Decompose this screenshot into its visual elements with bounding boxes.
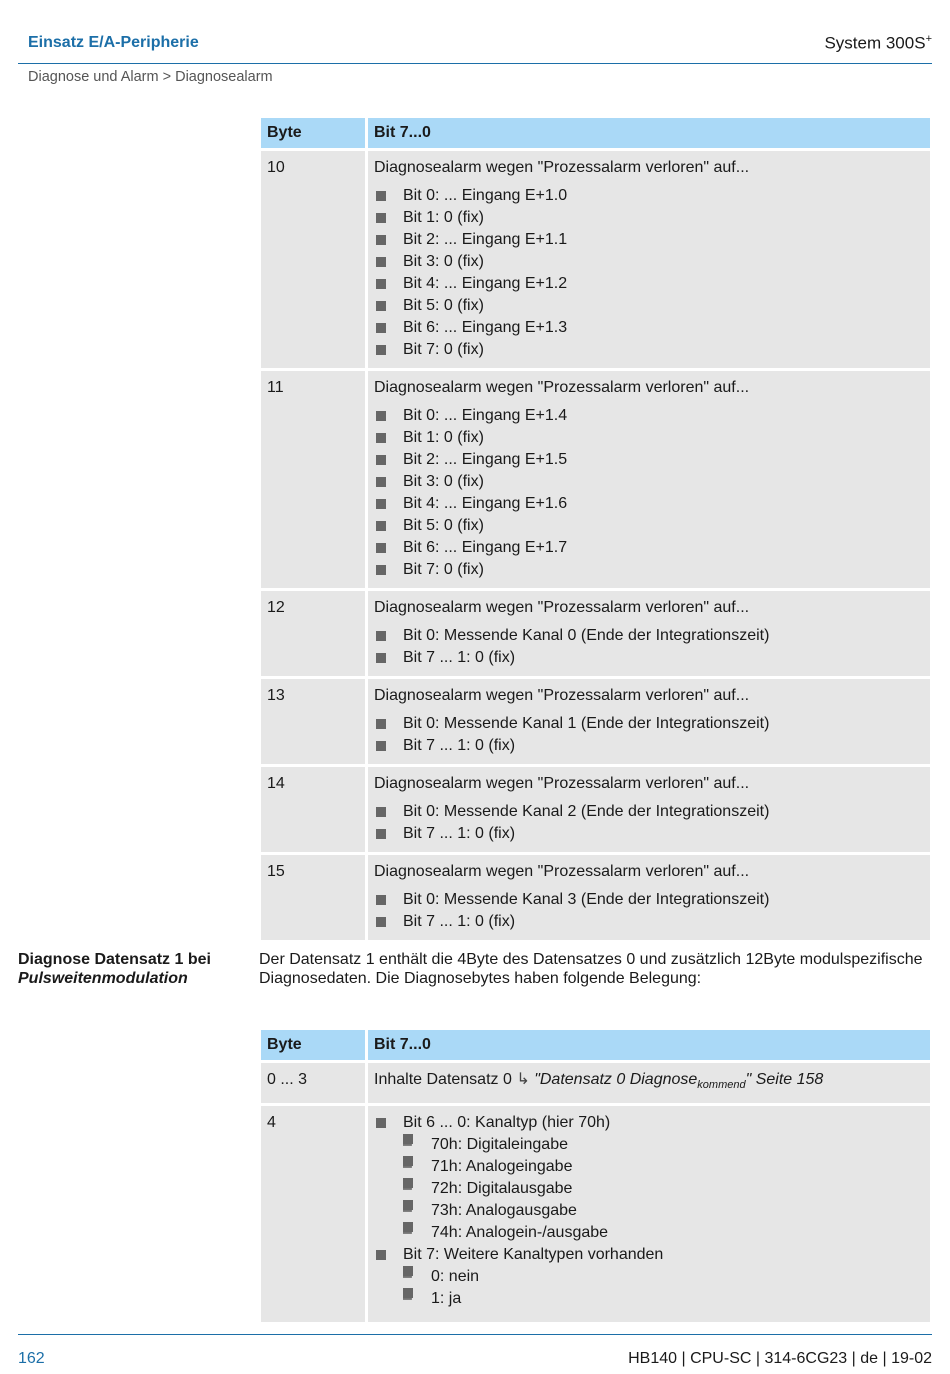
link-arrow-icon: ↳ xyxy=(516,1071,530,1088)
list-item: Bit 0: Messende Kanal 1 (Ende der Integrationszeit) xyxy=(374,713,924,735)
list-item: Bit 1: 0 (fix) xyxy=(374,427,924,449)
bit-list xyxy=(374,713,924,757)
list-item: Bit 5: 0 (fix) xyxy=(374,295,924,317)
list-item: Bit 4: ... Eingang E+1.2 xyxy=(374,273,924,295)
list-item: Bit 0: Messende Kanal 2 (Ende der Integrationszeit) xyxy=(374,801,924,823)
list-item: Bit 6 ... 0: Kanaltyp (hier 70h) – 70h: Digitaleingabe – 71h: Analogeingabe – 72h: Digitalausgabe – 73h: Analogausgabe – 74h: Analogein-/ausgabe xyxy=(374,1112,924,1244)
byte-cell: 4 xyxy=(261,1106,365,1322)
list-item: Bit 4: ... Eingang E+1.6 xyxy=(374,493,924,515)
byte-cell: 13 xyxy=(261,679,365,764)
list-item: Bit 0: Messende Kanal 3 (Ende der Integrationszeit) xyxy=(374,889,924,911)
list-item: – 70h: Digitaleingabe xyxy=(374,1134,924,1156)
table-row xyxy=(261,679,930,764)
diagnose-table-1 xyxy=(258,115,933,943)
sub-list xyxy=(374,1266,924,1310)
byte-cell: 15 xyxy=(261,855,365,940)
list-item: Bit 0: ... Eingang E+1.4 xyxy=(374,405,924,427)
system-name: System 300S+ xyxy=(824,33,932,53)
bit-list xyxy=(374,801,924,845)
list-item: Bit 7 ... 1: 0 (fix) xyxy=(374,911,924,933)
bits-cell xyxy=(368,767,930,852)
list-item: Bit 0: Messende Kanal 0 (Ende der Integrationszeit) xyxy=(374,625,924,647)
sub-list xyxy=(374,1134,924,1244)
byte-cell: 0 ... 3 xyxy=(261,1063,365,1103)
list-item: Bit 6: ... Eingang E+1.7 xyxy=(374,537,924,559)
header-byte: Byte xyxy=(261,1030,365,1060)
list-item: Bit 1: 0 (fix) xyxy=(374,207,924,229)
header-bits: Bit 7...0 xyxy=(368,118,930,148)
header-divider xyxy=(18,63,932,64)
table-row xyxy=(261,767,930,852)
byte-cell: 12 xyxy=(261,591,365,676)
bit-list xyxy=(374,1112,924,1310)
page-number: 162 xyxy=(18,1350,45,1367)
list-item: Bit 7 ... 1: 0 (fix) xyxy=(374,823,924,845)
list-item: Bit 3: 0 (fix) xyxy=(374,471,924,493)
bits-cell xyxy=(368,855,930,940)
cell-title: Diagnosealarm wegen "Prozessalarm verloren" auf... xyxy=(374,775,750,792)
byte-cell: 11 xyxy=(261,371,365,588)
byte-cell: 14 xyxy=(261,767,365,852)
bit-list xyxy=(374,405,924,581)
list-item: – 74h: Analogein-/ausgabe xyxy=(374,1222,924,1244)
cell-title: Diagnosealarm wegen "Prozessalarm verloren" auf... xyxy=(374,687,750,704)
table-row xyxy=(261,371,930,588)
table-body xyxy=(261,151,930,940)
table-row xyxy=(261,1063,930,1103)
table-row xyxy=(261,1106,930,1322)
page-reference-link[interactable]: "Datensatz 0 Diagnose$_{kommend}$" Seite 158 xyxy=(534,1071,824,1092)
table-header-row xyxy=(261,118,930,148)
bit-list xyxy=(374,185,924,361)
bits-cell xyxy=(368,371,930,588)
list-item: Bit 7 ... 1: 0 (fix) xyxy=(374,735,924,757)
document-info: HB140 | CPU-SC | 314-6CG23 | de | 19-02 xyxy=(628,1350,932,1367)
diagnose-table-2 xyxy=(258,1027,933,1325)
breadcrumb: Diagnose und Alarm > Diagnosealarm xyxy=(28,69,273,85)
bits-cell: Inhalte Datensatz 0 ↳ "Datensatz 0 Diagnose$_{kommend}$" Seite 158 xyxy=(368,1063,930,1103)
header-byte: Byte xyxy=(261,118,365,148)
bits-cell xyxy=(368,591,930,676)
list-item: – 1: ja xyxy=(374,1288,924,1310)
list-item: Bit 2: ... Eingang E+1.1 xyxy=(374,229,924,251)
list-item: Bit 5: 0 (fix) xyxy=(374,515,924,537)
table-row xyxy=(261,151,930,368)
list-item: Bit 0: ... Eingang E+1.0 xyxy=(374,185,924,207)
table-row xyxy=(261,591,930,676)
cell-title: Diagnosealarm wegen "Prozessalarm verloren" auf... xyxy=(374,379,750,396)
list-item: – 0: nein xyxy=(374,1266,924,1288)
byte-cell: 10 xyxy=(261,151,365,368)
bit-list xyxy=(374,625,924,669)
table-row xyxy=(261,855,930,940)
bits-cell xyxy=(368,1106,930,1322)
cell-title: Diagnosealarm wegen "Prozessalarm verloren" auf... xyxy=(374,863,750,880)
list-item: Bit 2: ... Eingang E+1.5 xyxy=(374,449,924,471)
list-item: – 71h: Analogeingabe xyxy=(374,1156,924,1178)
list-item: – 72h: Digitalausgabe xyxy=(374,1178,924,1200)
list-item: – 73h: Analogausgabe xyxy=(374,1200,924,1222)
cell-title: Diagnosealarm wegen "Prozessalarm verloren" auf... xyxy=(374,159,750,176)
section-text: Der Datensatz 1 enthält die 4Byte des Datensatzes 0 und zusätzlich 12Byte modulspezifische Diagnosedaten. Die Diagnosebytes haben folgende Belegung: xyxy=(259,951,923,987)
cell-title: Diagnosealarm wegen "Prozessalarm verloren" auf... xyxy=(374,599,750,616)
bits-cell xyxy=(368,679,930,764)
list-item: Bit 3: 0 (fix) xyxy=(374,251,924,273)
bits-cell xyxy=(368,151,930,368)
list-item: Bit 7: Weitere Kanaltypen vorhanden – 0: nein – 1: ja xyxy=(374,1244,924,1310)
bit-list xyxy=(374,889,924,933)
table-header-row xyxy=(261,1030,930,1060)
list-item: Bit 7: 0 (fix) xyxy=(374,559,924,581)
section-label: Diagnose Datensatz 1 bei Pulsweitenmodulation xyxy=(18,951,211,987)
footer-divider xyxy=(18,1334,932,1335)
list-item: Bit 6: ... Eingang E+1.3 xyxy=(374,317,924,339)
header-bits: Bit 7...0 xyxy=(368,1030,930,1060)
list-item: Bit 7: 0 (fix) xyxy=(374,339,924,361)
list-item: Bit 7 ... 1: 0 (fix) xyxy=(374,647,924,669)
section-title: Einsatz E/A-Peripherie xyxy=(28,34,199,51)
